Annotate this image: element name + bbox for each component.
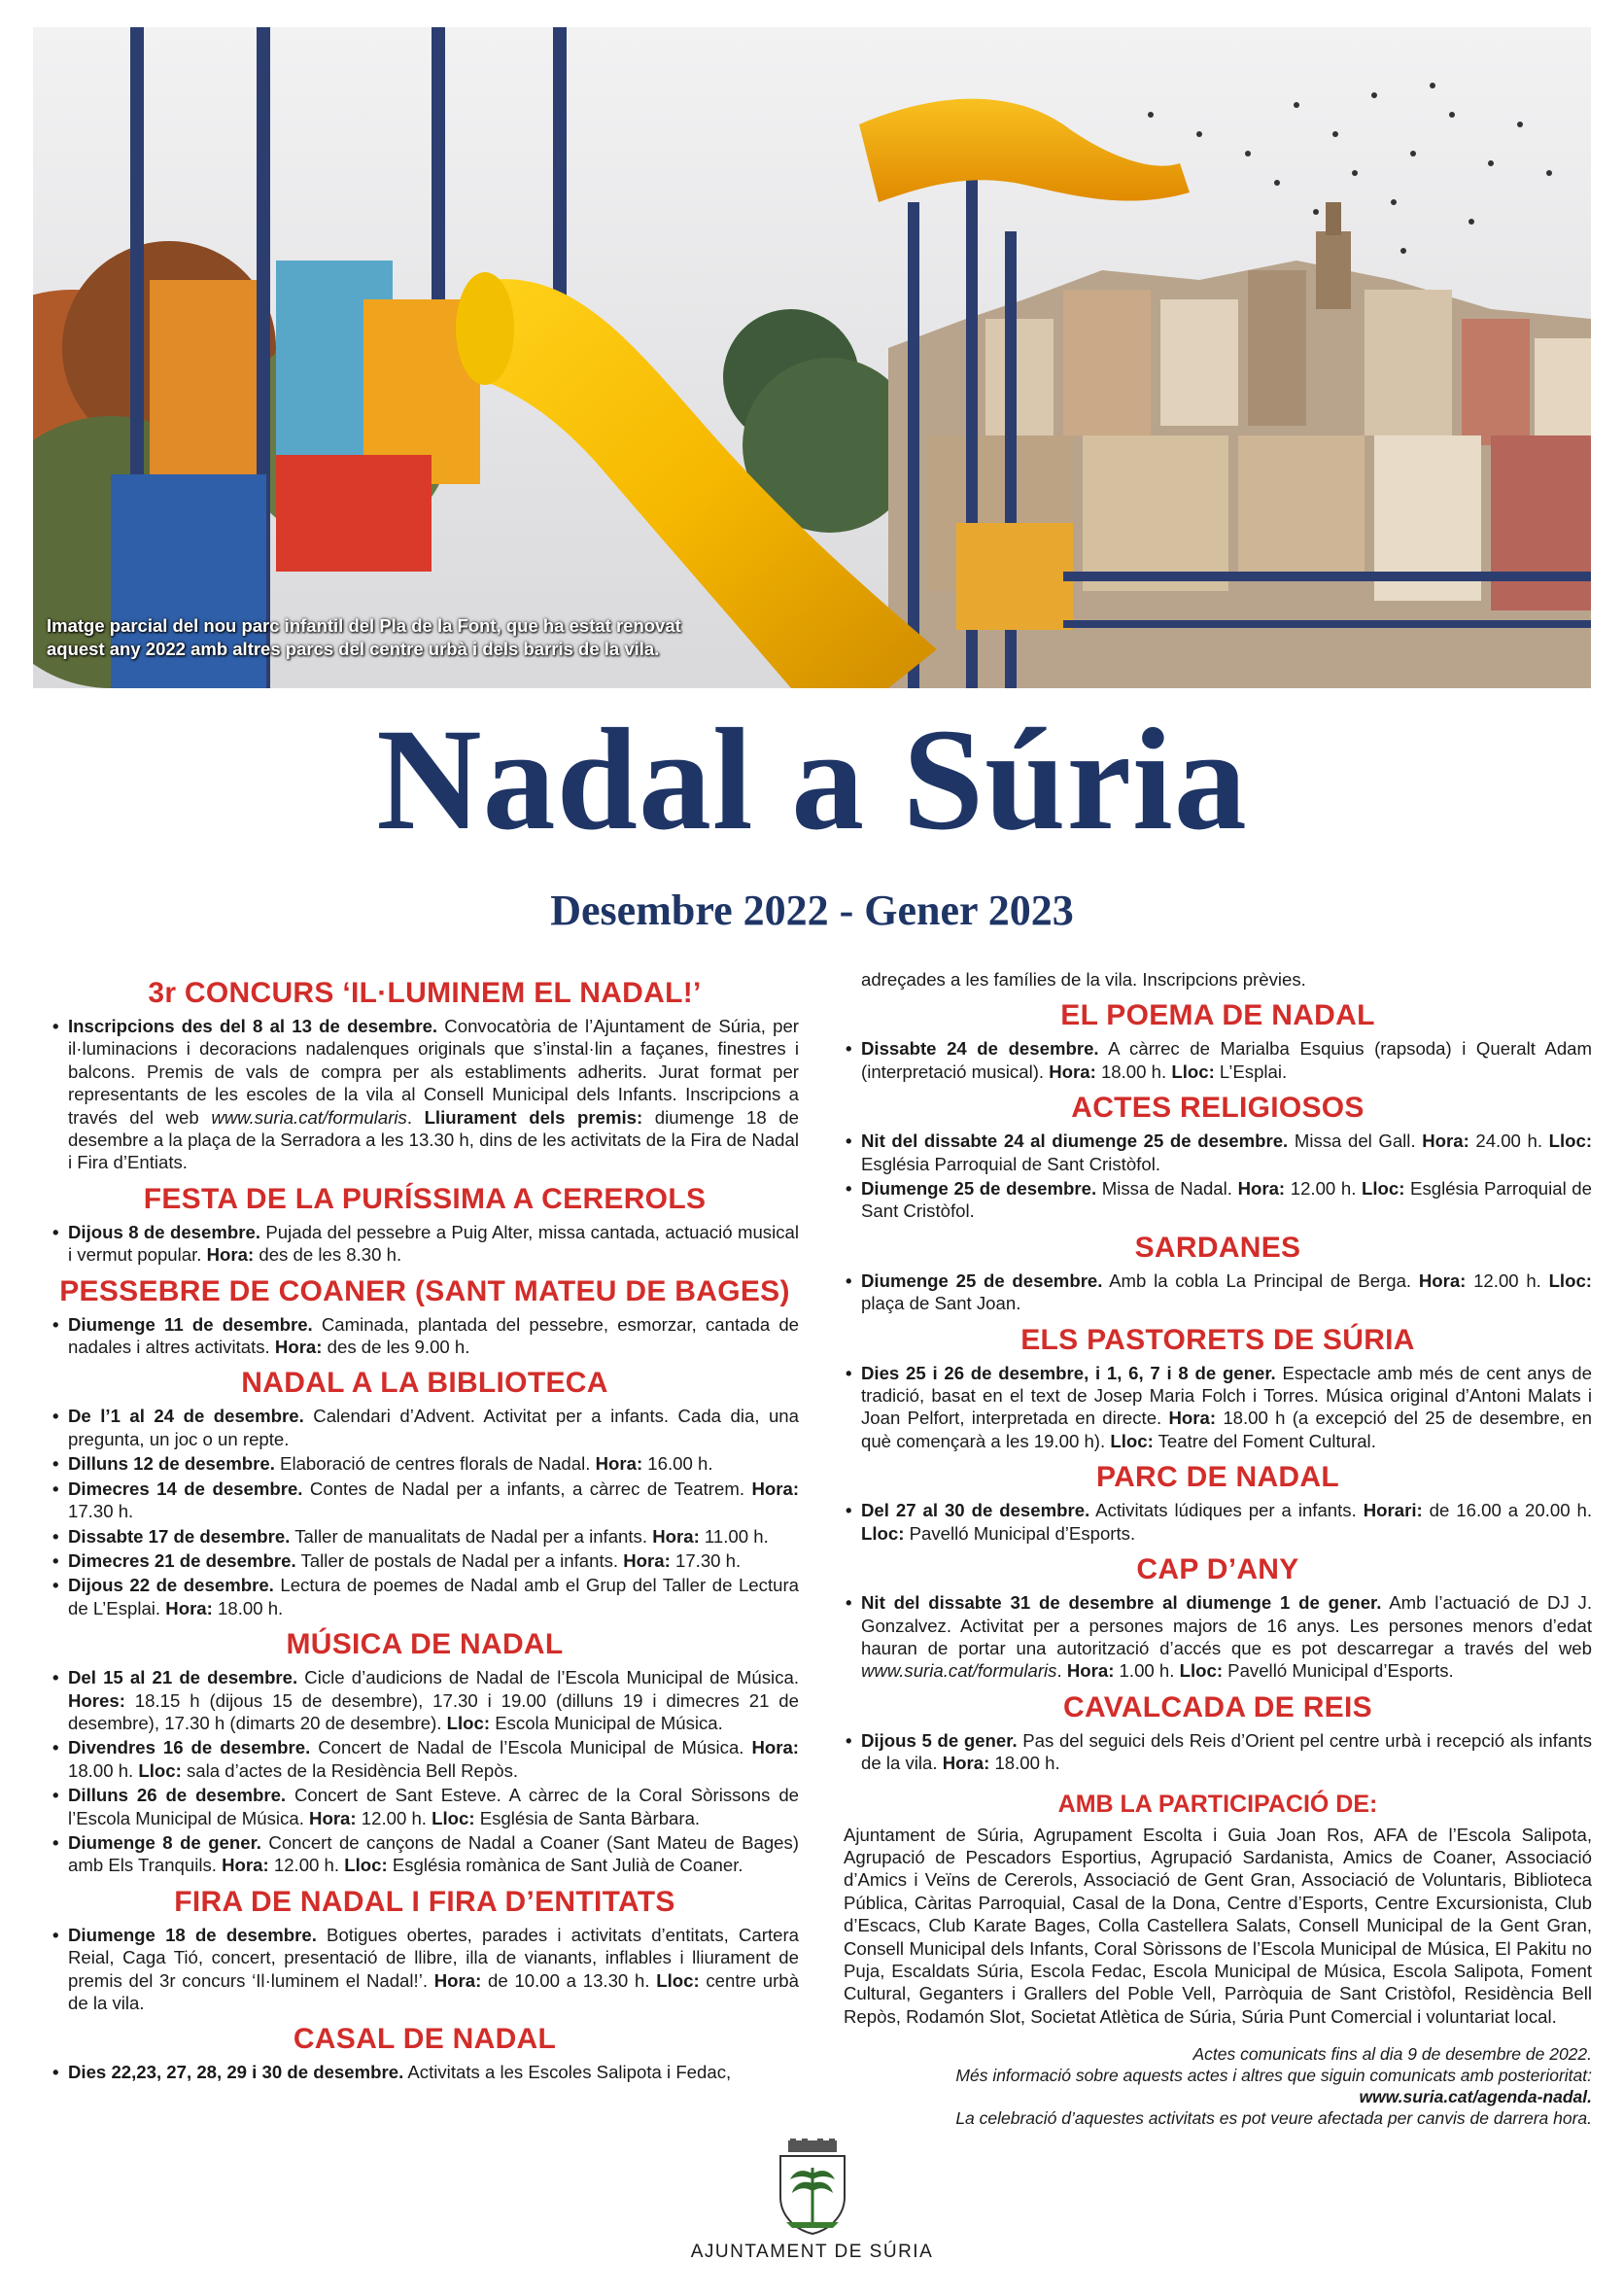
event-item: • Dijous 5 de gener. Pas del seguici dels Reis d’Orient pel centre urbà i recepció als infants de la vila. Hora: 18.00 h. bbox=[844, 1729, 1592, 1775]
section-title: PESSEBRE DE COANER (SANT MATEU DE BAGES) bbox=[59, 1274, 790, 1307]
section-title: EL POEMA DE NADAL bbox=[1060, 999, 1375, 1032]
section-title: FESTA DE LA PURÍSSIMA A CEREROLS bbox=[143, 1182, 707, 1215]
event-item: • Dies 25 i 26 de desembre, i 1, 6, 7 i 8 de gener. Espectacle amb més de cent anys de tradició, basat en el text de Josep Maria Folch i Torres. Música original d’Antoni Malats i Joan Pelfort, interpretada en directe. Hora: 18.00 h (a excepció del 25 de desembre, en què començarà a les 19.00 h). Lloc: Teatre del Foment Cultural. bbox=[844, 1362, 1592, 1453]
event-item: • Del 27 al 30 de desembre. Activitats lúdiques per a infants. Horari: de 16.00 a 20.00 h. Lloc: Pavelló Municipal d’Esports. bbox=[844, 1499, 1592, 1545]
left-column bbox=[51, 968, 799, 2086]
playground-illustration bbox=[33, 27, 1591, 688]
event-item: • Diumenge 11 de desembre. Caminada, plantada del pessebre, esmorzar, cantada de nadales i altres activitats. Hora: des de les 9.00 h. bbox=[51, 1313, 799, 1359]
event-item: • De l’1 al 24 de desembre. Calendari d’Advent. Activitat per a infants. Cada dia, una pregunta, un joc o un repte. bbox=[51, 1405, 799, 1450]
section-title: MÚSICA DE NADAL bbox=[286, 1628, 564, 1661]
event-item: • Nit del dissabte 24 al diumenge 25 de desembre. Missa del Gall. Hora: 24.00 h. Lloc: Església Parroquial de Sant Cristòfol. bbox=[844, 1130, 1592, 1175]
section-title: 3r CONCURS ‘IL·LUMINEM EL NADAL!’ bbox=[148, 977, 702, 1009]
event-item: • Diumenge 25 de desembre. Missa de Nadal. Hora: 12.00 h. Lloc: Església Parroquial de Sant Cristòfol. bbox=[844, 1177, 1592, 1223]
section-title: CASAL DE NADAL bbox=[293, 2023, 557, 2056]
hero-photo bbox=[33, 27, 1591, 688]
page-subtitle: Desembre 2022 - Gener 2023 bbox=[550, 887, 1074, 934]
photo-caption bbox=[47, 614, 785, 661]
participation-title: AMB LA PARTICIPACIÓ DE: bbox=[1057, 1790, 1378, 1818]
event-item: • Dijous 22 de desembre. Lectura de poemes de Nadal amb el Grup del Taller de Lectura de L’Esplai. Hora: 18.00 h. bbox=[51, 1574, 799, 1619]
website-link[interactable]: www.suria.cat/formularis bbox=[211, 1106, 407, 1128]
section-title: ELS PASTORETS DE SÚRIA bbox=[1020, 1323, 1415, 1356]
event-item: • Dies 22,23, 27, 28, 29 i 30 de desembre. Activitats a les Escoles Salipota i Fedac, bbox=[51, 2061, 799, 2083]
footnote-line: Més informació sobre aquests actes i altres que siguin comunicats amb posterioritat: bbox=[955, 2066, 1592, 2086]
section-title: PARC DE NADAL bbox=[1095, 1461, 1339, 1494]
event-item: • Dimecres 21 de desembre. Taller de postals de Nadal per a infants. Hora: 17.30 h. bbox=[51, 1549, 799, 1572]
event-item: • Diumenge 18 de desembre. Botigues obertes, parades i activitats d’entitats, Cartera Reial, Caga Tió, concert, presentació de llibre, illa de vianants, inflables i lliurament de premis del 3r concurs ‘Il·luminem el Nadal!’. Hora: de 10.00 a 13.30 h. Lloc: centre urbà de la vila. bbox=[51, 1924, 799, 2015]
event-item: • Nit del dissabte 31 de desembre al diumenge 1 de gener. Amb l’actuació de DJ J. Gonzalvez. Activitat per a persones majors de 16 anys. Les persones menors d’edat hauran de portar una autorització d’accés que es pot descarregar a través del web www.suria.cat/formularis. Hora: 1.00 h. Lloc: Pavelló Municipal d’Esports. bbox=[844, 1591, 1592, 1683]
section-title: CAP D’ANY bbox=[1136, 1553, 1299, 1586]
event-item: • Dilluns 12 de desembre. Elaboració de centres florals de Nadal. Hora: 16.00 h. bbox=[51, 1452, 799, 1475]
footnotes bbox=[844, 2043, 1592, 2129]
section-title: ACTES RELIGIOSOS bbox=[1071, 1092, 1365, 1125]
caption-line: aquest any 2022 amb altres parcs del centre urbà i dels barris de la vila. bbox=[47, 639, 660, 659]
right-column bbox=[844, 968, 1592, 2129]
event-item-continuation: adreçades a les famílies de la vila. Inscripcions prèvies. bbox=[861, 969, 1306, 990]
event-item: • Diumenge 25 de desembre. Amb la cobla La Principal de Berga. Hora: 12.00 h. Lloc: plaça de Sant Joan. bbox=[844, 1270, 1592, 1315]
event-item: • Dimecres 14 de desembre. Contes de Nadal per a infants, a càrrec de Teatrem. Hora: 17.30 h. bbox=[51, 1478, 799, 1523]
agenda-link[interactable]: www.suria.cat/agenda-nadal. bbox=[1359, 2087, 1592, 2107]
coat-of-arms-icon bbox=[773, 2139, 852, 2236]
website-link[interactable]: www.suria.cat/formularis bbox=[861, 1660, 1057, 1682]
event-item: • Dissabte 17 de desembre. Taller de manualitats de Nadal per a infants. Hora: 11.00 h. bbox=[51, 1525, 799, 1548]
event-item: • Divendres 16 de desembre. Concert de Nadal de l’Escola Municipal de Música. Hora: 18.00 h. Lloc: sala d’actes de la Residència Bell Repòs. bbox=[51, 1736, 799, 1782]
municipality-label: AJUNTAMENT DE SÚRIA bbox=[690, 2242, 934, 2262]
section-title: FIRA DE NADAL I FIRA D’ENTITATS bbox=[174, 1885, 675, 1918]
section-title: CAVALCADA DE REIS bbox=[1063, 1690, 1372, 1723]
event-item: • Dissabte 24 de desembre. A càrrec de Marialba Esquius (rapsoda) i Queralt Adam (interpretació musical). Hora: 18.00 h. Lloc: L’Esplai. bbox=[844, 1037, 1592, 1083]
event-item: • Inscripcions des del 8 al 13 de desembre. Convocatòria de l’Ajuntament de Súria, per il·luminacions i decoracions nadalenques originals que s’instal·lin a façanes, finestres i balcons. Premis de vals de compra per als establiments adherits. Jurat format per representants de les escoles de la vila al Consell Municipal dels Infants. Inscripcions a través del web www.suria.cat/formularis. Lliurament dels premis: diumenge 18 de desembre a la plaça de la Serradora a les 13.30 h, dins de les activitats de la Fira de Nadal i Fira d’Entiats. bbox=[51, 1015, 799, 1174]
participation-list: Ajuntament de Súria, Agrupament Escolta i Guia Joan Ros, AFA de l’Escola Salipota, Agrupació de Pescadors Esportius, Agrupació Sardanista, Amics de Coaner, Associació d’Amics i Veïns de Cererols, Associació de Gent Gran, Associació de Voluntaris, Biblioteca Pública, Càritas Parroquial, Casal de la Dona, Centre d’Esports, Centre Excursionista, Club d’Escacs, Club Karate Bages, Colla Castellera Salats, Consell Municipal de la Gent Gran, Consell Municipal dels Infants, Coral Sòrissons de l’Escola Municipal de Música, El Pakitu no Puja, Escaldats Súria, Escola Fedac, Escola Municipal de Música, Escola Salipota, Foment Cultural, Geganters i Grallers del Poble Vell, Parròquia de Sant Cristòfol, Residència Bell Repòs, Rodamón Slot, Societat Atlètica de Súria, Súria Punt Comercial i voluntariat local. bbox=[844, 1824, 1592, 2027]
section-title: SARDANES bbox=[1134, 1231, 1301, 1264]
event-item: • Dijous 8 de desembre. Pujada del pessebre a Puig Alter, missa cantada, actuació musical i vermut popular. Hora: des de les 8.30 h. bbox=[51, 1221, 799, 1267]
page-title: Nadal a Súria bbox=[376, 699, 1248, 860]
event-item: • Diumenge 8 de gener. Concert de cançons de Nadal a Coaner (Sant Mateu de Bages) amb Els Tranquils. Hora: 12.00 h. Lloc: Església romànica de Sant Julià de Coaner. bbox=[51, 1831, 799, 1877]
footnote-line: La celebració d’aquestes activitats es pot veure afectada per canvis de darrera hora. bbox=[955, 2108, 1592, 2129]
event-item: • Del 15 al 21 de desembre. Cicle d’audicions de Nadal de l’Escola Municipal de Música. Hores: 18.15 h (dijous 15 de desembre), 17.30 i 19.00 (dilluns 19 i dimecres 21 de desembre), 17.30 h (dimarts 20 de desembre). Lloc: Escola Municipal de Música. bbox=[51, 1666, 799, 1734]
footnote-line: Actes comunicats fins al dia 9 de desembre de 2022. bbox=[1192, 2044, 1592, 2065]
event-item: • Dilluns 26 de desembre. Concert de Sant Esteve. A càrrec de la Coral Sòrissons de l’Escola Municipal de Música. Hora: 12.00 h. Lloc: Església de Santa Bàrbara. bbox=[51, 1784, 799, 1829]
caption-line: Imatge parcial del nou parc infantil del Pla de la Font, que ha estat renovat bbox=[47, 615, 681, 636]
section-title: NADAL A LA BIBLIOTECA bbox=[241, 1367, 608, 1400]
